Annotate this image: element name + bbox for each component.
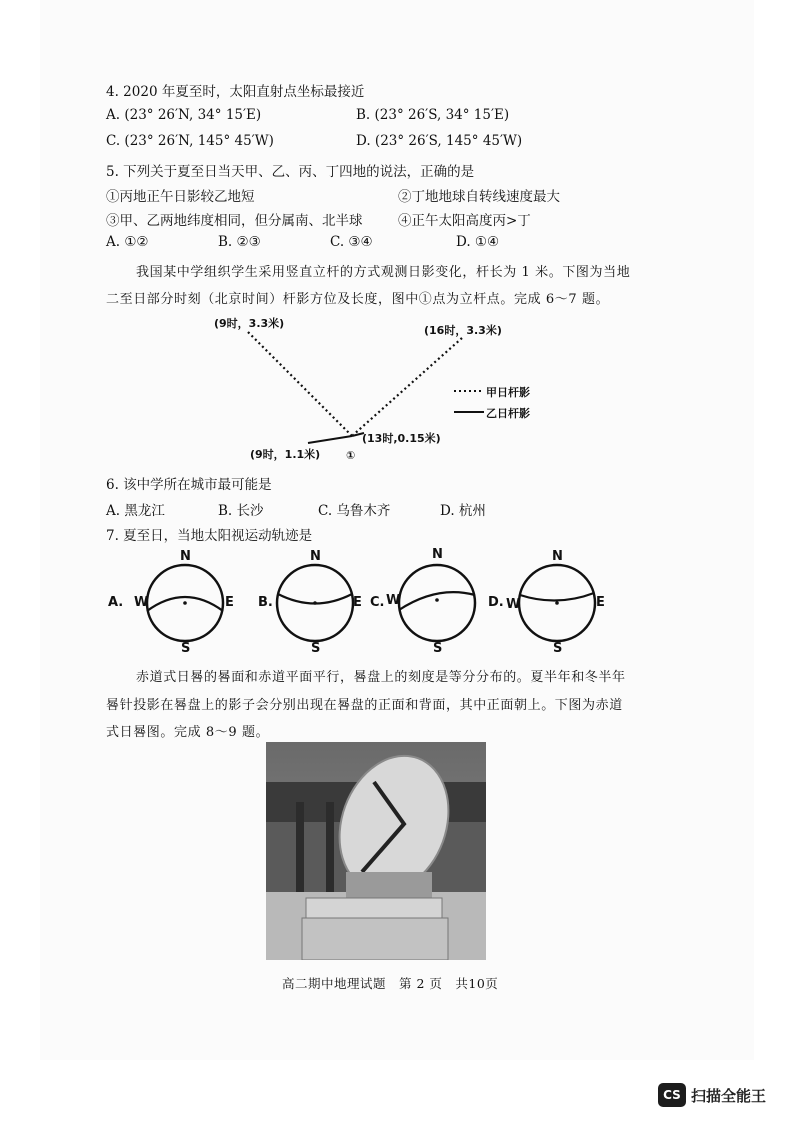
- compass-d-north: N: [552, 549, 563, 564]
- intro-6-7-line-2: 二至日部分时刻（北京时间）杆影方位及长度，图中①点为立杆点。完成 6～7 题。: [106, 292, 610, 307]
- compass-a-north: N: [180, 549, 191, 564]
- camscanner-name: 扫描全能王: [691, 1086, 767, 1105]
- sun-path-option-c: [399, 565, 475, 641]
- q4-option-d: D. (23° 26′S, 145° 45′W): [356, 133, 523, 149]
- sun-path-option-d: [519, 565, 595, 641]
- q6-option-c: C. 乌鲁木齐: [318, 503, 391, 519]
- q5-stem: 5. 下列关于夏至日当天甲、乙、丙、丁四地的说法，正确的是: [106, 164, 475, 180]
- compass-b-east: E: [353, 595, 362, 610]
- q4-option-c: C. (23° 26′N, 145° 45′W): [106, 133, 274, 149]
- compass-b-south: S: [311, 641, 321, 656]
- compass-a-east: E: [225, 595, 234, 610]
- sundial-illustration: [266, 742, 486, 960]
- q7-option-d-letter: D.: [488, 595, 504, 610]
- compass-b-north: N: [310, 549, 321, 564]
- q5-option-c: C. ③④: [330, 234, 373, 250]
- scanner-watermark: [658, 1083, 766, 1107]
- compass-c-south: S: [433, 641, 443, 656]
- q5-option-d: D. ①④: [456, 234, 500, 250]
- sun-path-option-b: [277, 565, 353, 641]
- q5-option-a: A. ①②: [106, 234, 149, 250]
- compass-c-west: W: [386, 593, 401, 608]
- q6-option-d: D. 杭州: [440, 503, 486, 519]
- label-9h-1-1m: (9时，1.1米): [250, 448, 321, 461]
- label-9h-3-3m: (9时，3.3米): [214, 317, 285, 330]
- q7-option-c-letter: C.: [370, 595, 385, 610]
- q6-option-b: B. 长沙: [218, 503, 264, 519]
- legend-yi-label: 乙日杆影: [486, 407, 530, 420]
- label-13h-0-15m: (13时,0.15米): [362, 432, 441, 445]
- q5-statement-2: ②丁地地球自转线速度最大: [398, 189, 560, 205]
- camscanner-logo: CS: [658, 1083, 686, 1107]
- q5-statement-3: ③甲、乙两地纬度相同，但分属南、北半球: [106, 213, 363, 229]
- page-footer: 高二期中地理试题 第 2 页 共10页: [282, 976, 499, 991]
- sun-path-option-a: [147, 565, 223, 641]
- q6-option-a: A. 黑龙江: [106, 503, 165, 519]
- compass-d-east: E: [596, 595, 605, 610]
- intro-6-7-line-1: 我国某中学组织学生采用竖直立杆的方式观测日影变化，杆长为 1 米。下图为当地: [136, 265, 631, 280]
- compass-a-south: S: [181, 641, 191, 656]
- compass-a-west: W: [134, 595, 149, 610]
- intro-8-9-line-3: 式日晷图。完成 8～9 题。: [106, 725, 270, 740]
- q5-statement-4: ④正午太阳高度丙>丁: [398, 213, 531, 229]
- q4-option-a: A. (23° 26′N, 34° 15′E): [106, 107, 262, 123]
- compass-d-south: S: [553, 641, 563, 656]
- pole-point-label: ①: [346, 449, 356, 462]
- q7-stem: 7. 夏至日，当地太阳视运动轨迹是: [106, 528, 313, 544]
- q5-option-b: B. ②③: [218, 234, 261, 250]
- q4-option-b: B. (23° 26′S, 34° 15′E): [356, 107, 510, 123]
- label-16h-3-3m: (16时，3.3米): [424, 324, 502, 337]
- q5-statement-1: ①丙地正午日影较乙地短: [106, 189, 255, 205]
- q7-option-a-letter: A.: [108, 595, 124, 610]
- q4-stem: 4. 2020 年夏至时，太阳直射点坐标最接近: [106, 84, 365, 100]
- equatorial-sundial-photo: [266, 742, 486, 960]
- compass-c-north: N: [432, 547, 443, 562]
- intro-8-9-line-1: 赤道式日晷的晷面和赤道平面平行，晷盘上的刻度是等分分布的。夏半年和冬半年: [136, 670, 626, 685]
- q7-option-b-letter: B.: [258, 595, 273, 610]
- intro-8-9-line-2: 晷针投影在晷盘上的影子会分别出现在晷盘的正面和背面，其中正面朝上。下图为赤道: [106, 698, 623, 713]
- compass-d-west: W: [506, 597, 521, 612]
- q6-stem: 6. 该中学所在城市最可能是: [106, 477, 272, 493]
- legend-jia-label: 甲日杆影: [486, 386, 530, 399]
